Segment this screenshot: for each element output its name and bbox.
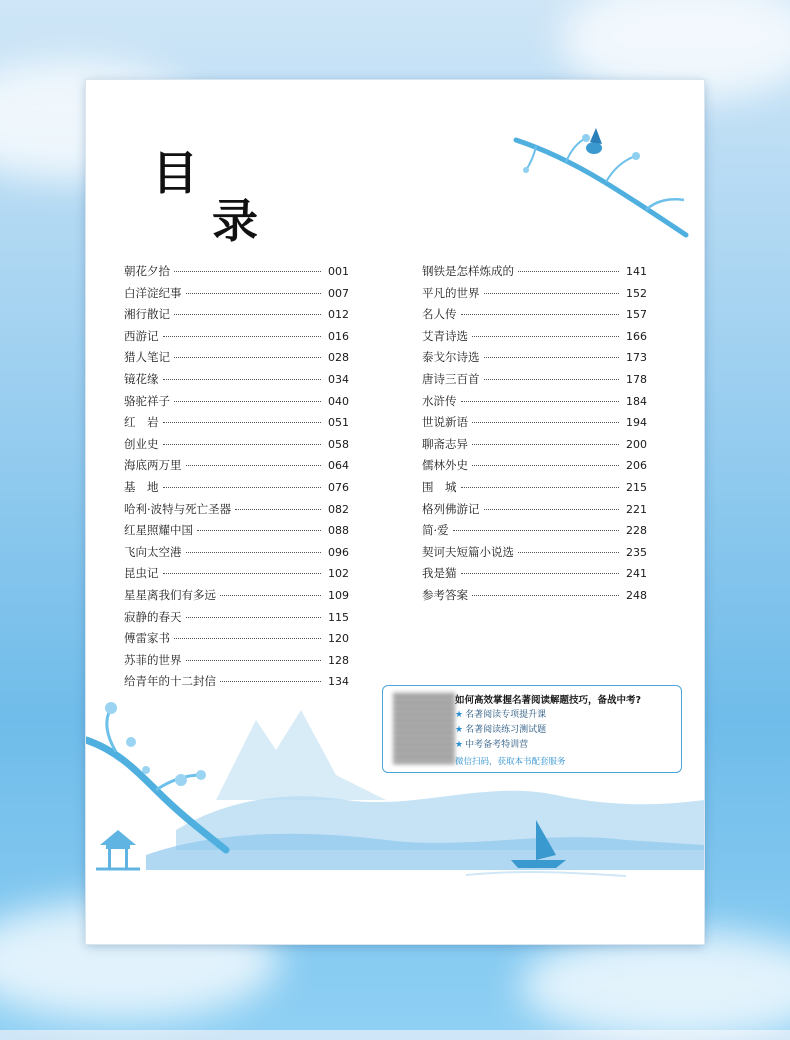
toc-entry-page: 221	[626, 502, 647, 516]
toc-entry[interactable]	[422, 393, 647, 415]
toc-entry[interactable]	[422, 522, 647, 544]
toc-leader-dots	[453, 530, 619, 531]
toc-entry-title: 白洋淀纪事	[124, 285, 182, 300]
toc-leader-dots	[461, 314, 620, 315]
toc-leader-dots	[484, 509, 620, 510]
toc-leader-dots	[518, 552, 619, 553]
toc-entry[interactable]	[124, 306, 349, 328]
toc-entry-page: 248	[626, 588, 647, 602]
toc-entry-title: 契诃夫短篇小说选	[422, 544, 514, 559]
toc-entry-page: 184	[626, 394, 647, 408]
toc-entry[interactable]	[422, 285, 647, 307]
toc-entry-title: 平凡的世界	[422, 285, 480, 300]
qr-code[interactable]	[393, 692, 455, 764]
toc-entry[interactable]	[124, 328, 349, 350]
toc-entry[interactable]	[422, 544, 647, 566]
toc-leader-dots	[220, 595, 321, 596]
toc-leader-dots	[163, 573, 322, 574]
toc-entry-page: 088	[328, 524, 349, 538]
toc-entry[interactable]	[124, 479, 349, 501]
toc-entry-title: 红星照耀中国	[124, 523, 193, 538]
page-title-char-1: 目	[152, 146, 198, 200]
pavilion-icon	[96, 830, 140, 869]
toc-entry[interactable]	[422, 565, 647, 587]
toc-entry[interactable]	[124, 457, 349, 479]
toc-leader-dots	[484, 379, 620, 380]
promo-item: ★ 名著阅读练习测试题	[455, 725, 547, 735]
toc-entry-title: 哈利·波特与死亡圣器	[124, 501, 232, 516]
toc-entry-page: 206	[626, 459, 647, 473]
toc-entry-title: 名人传	[422, 307, 457, 322]
toc-entry[interactable]	[124, 436, 349, 458]
toc-leader-dots	[174, 357, 321, 358]
toc-entry-page: 028	[328, 351, 349, 365]
toc-entry-page: 058	[328, 437, 349, 451]
toc-entry[interactable]	[422, 306, 647, 328]
toc-entry[interactable]	[124, 565, 349, 587]
toc-entry-title: 给青年的十二封信	[124, 674, 216, 689]
toc-entry-title: 飞向太空港	[124, 544, 182, 559]
toc-entry-title: 简·爱	[422, 523, 449, 538]
toc-entry[interactable]	[422, 371, 647, 393]
toc-entry-page: 241	[626, 567, 647, 581]
toc-entry[interactable]	[422, 587, 647, 609]
toc-entry-title: 湘行散记	[124, 307, 170, 322]
toc-entry[interactable]	[422, 414, 647, 436]
toc-entry-page: 215	[626, 480, 647, 494]
plum-branch-illustration	[506, 120, 696, 250]
qr-promo-box	[382, 685, 682, 773]
toc-leader-dots	[186, 552, 322, 553]
star-icon: ★	[455, 725, 464, 735]
toc-leader-dots	[186, 293, 322, 294]
toc-entry-page: 001	[328, 265, 349, 278]
toc-leader-dots	[472, 336, 619, 337]
toc-leader-dots	[484, 293, 620, 294]
toc-entry-title: 参考答案	[422, 587, 468, 602]
toc-entry-page: 064	[328, 459, 349, 473]
toc-leader-dots	[472, 595, 619, 596]
toc-entry-title: 西游记	[124, 328, 159, 343]
toc-entry-page: 128	[328, 653, 349, 667]
toc-entry[interactable]	[124, 371, 349, 393]
toc-entry-page: 166	[626, 329, 647, 343]
toc-entry[interactable]	[124, 544, 349, 566]
toc-leader-dots	[235, 509, 321, 510]
toc-entry-title: 聊斋志异	[422, 436, 468, 451]
toc-entry[interactable]	[124, 393, 349, 415]
toc-leader-dots	[163, 336, 322, 337]
cloud-decoration	[520, 930, 790, 1040]
toc-leader-dots	[163, 487, 322, 488]
toc-leader-dots	[163, 444, 322, 445]
toc-entry[interactable]	[124, 285, 349, 307]
toc-entry-title: 世说新语	[422, 415, 468, 430]
toc-entry-page: 051	[328, 416, 349, 430]
toc-entry[interactable]	[124, 652, 349, 674]
toc-entry-page: 178	[626, 372, 647, 386]
toc-entry-title: 水浒传	[422, 393, 457, 408]
toc-entry-page: 082	[328, 502, 349, 516]
toc-entry-page: 200	[626, 437, 647, 451]
toc-leader-dots	[472, 444, 619, 445]
toc-entry-title: 朝花夕拾	[124, 264, 170, 278]
toc-entry-page: 235	[626, 545, 647, 559]
toc-entry-title: 昆虫记	[124, 566, 159, 581]
toc-entry[interactable]	[422, 328, 647, 350]
promo-title: 如何高效掌握名著阅读解题技巧，备战中考?	[455, 695, 642, 706]
toc-entry-page: 109	[328, 588, 349, 602]
toc-entry-page: 012	[328, 308, 349, 322]
toc-entry[interactable]	[124, 414, 349, 436]
toc-entry-page: 040	[328, 394, 349, 408]
toc-leader-dots	[461, 401, 620, 402]
toc-entry[interactable]	[124, 349, 349, 371]
toc-entry-title: 镜花缘	[124, 371, 159, 386]
toc-entry-page: 034	[328, 372, 349, 386]
toc-entry[interactable]	[422, 501, 647, 523]
toc-entry-title: 唐诗三百首	[422, 371, 480, 386]
toc-entry[interactable]	[124, 609, 349, 631]
promo-footer: 微信扫码，获取本书配套服务	[455, 757, 566, 767]
toc-entry[interactable]	[422, 263, 647, 285]
star-icon: ★	[455, 710, 464, 720]
toc-entry-page: 152	[626, 286, 647, 300]
star-icon: ★	[455, 740, 464, 750]
toc-entry-title: 创业史	[124, 436, 159, 451]
toc-entry[interactable]	[124, 630, 349, 652]
toc-entry[interactable]	[124, 501, 349, 523]
toc-entry[interactable]	[422, 457, 647, 479]
toc-right-column	[422, 263, 647, 609]
toc-entry[interactable]	[422, 436, 647, 458]
toc-entry-page: 102	[328, 567, 349, 581]
toc-entry-page: 120	[328, 632, 349, 646]
toc-entry[interactable]	[124, 522, 349, 544]
toc-entry-title: 艾青诗选	[422, 328, 468, 343]
toc-entry-page: 173	[626, 351, 647, 365]
toc-entry[interactable]	[422, 349, 647, 371]
toc-leader-dots	[174, 314, 321, 315]
toc-leader-dots	[472, 422, 619, 423]
toc-entry-title: 骆驼祥子	[124, 393, 170, 408]
toc-entry-page: 076	[328, 480, 349, 494]
toc-entry-page: 228	[626, 524, 647, 538]
toc-entry-title: 红 岩	[124, 415, 159, 430]
book-page	[86, 80, 704, 944]
toc-entry-page: 134	[328, 675, 349, 689]
toc-leader-dots	[518, 271, 619, 272]
toc-leader-dots	[163, 379, 322, 380]
toc-left-column	[124, 263, 349, 695]
toc-entry-page: 016	[328, 329, 349, 343]
toc-entry-title: 苏菲的世界	[124, 652, 182, 667]
page-title-char-2: 录	[212, 194, 258, 248]
toc-entry-title: 钢铁是怎样炼成的	[422, 264, 514, 278]
toc-leader-dots	[174, 271, 321, 272]
toc-entry-title: 围 城	[422, 479, 457, 494]
toc-entry-title: 儒林外史	[422, 458, 468, 473]
toc-leader-dots	[186, 617, 322, 618]
toc-entry[interactable]	[124, 263, 349, 285]
toc-entry-title: 我是猫	[422, 566, 457, 581]
toc-leader-dots	[461, 573, 620, 574]
toc-entry[interactable]	[124, 587, 349, 609]
toc-entry-title: 泰戈尔诗选	[422, 350, 480, 365]
toc-leader-dots	[163, 422, 322, 423]
toc-entry-title: 格列佛游记	[422, 501, 480, 516]
toc-entry-title: 猎人笔记	[124, 350, 170, 365]
toc-entry[interactable]	[422, 479, 647, 501]
toc-entry-page: 157	[626, 308, 647, 322]
toc-entry-title: 基 地	[124, 479, 159, 494]
toc-entry-page: 096	[328, 545, 349, 559]
toc-leader-dots	[484, 357, 620, 358]
toc-entry-title: 寂静的春天	[124, 609, 182, 624]
toc-entry-page: 007	[328, 286, 349, 300]
toc-entry-page: 115	[328, 610, 349, 624]
toc-leader-dots	[174, 401, 321, 402]
toc-leader-dots	[472, 465, 619, 466]
toc-entry-page: 141	[626, 265, 647, 278]
toc-entry-page: 194	[626, 416, 647, 430]
promo-item: ★ 名著阅读专项提升课	[455, 710, 547, 720]
toc-entry-title: 星星离我们有多远	[124, 587, 216, 602]
promo-item: ★ 中考备考特训营	[455, 740, 529, 750]
toc-leader-dots	[174, 638, 321, 639]
toc-leader-dots	[186, 660, 322, 661]
toc-leader-dots	[186, 465, 322, 466]
toc-leader-dots	[197, 530, 321, 531]
toc-entry-title: 海底两万里	[124, 458, 182, 473]
toc-entry-title: 傅雷家书	[124, 631, 170, 646]
toc-leader-dots	[461, 487, 620, 488]
